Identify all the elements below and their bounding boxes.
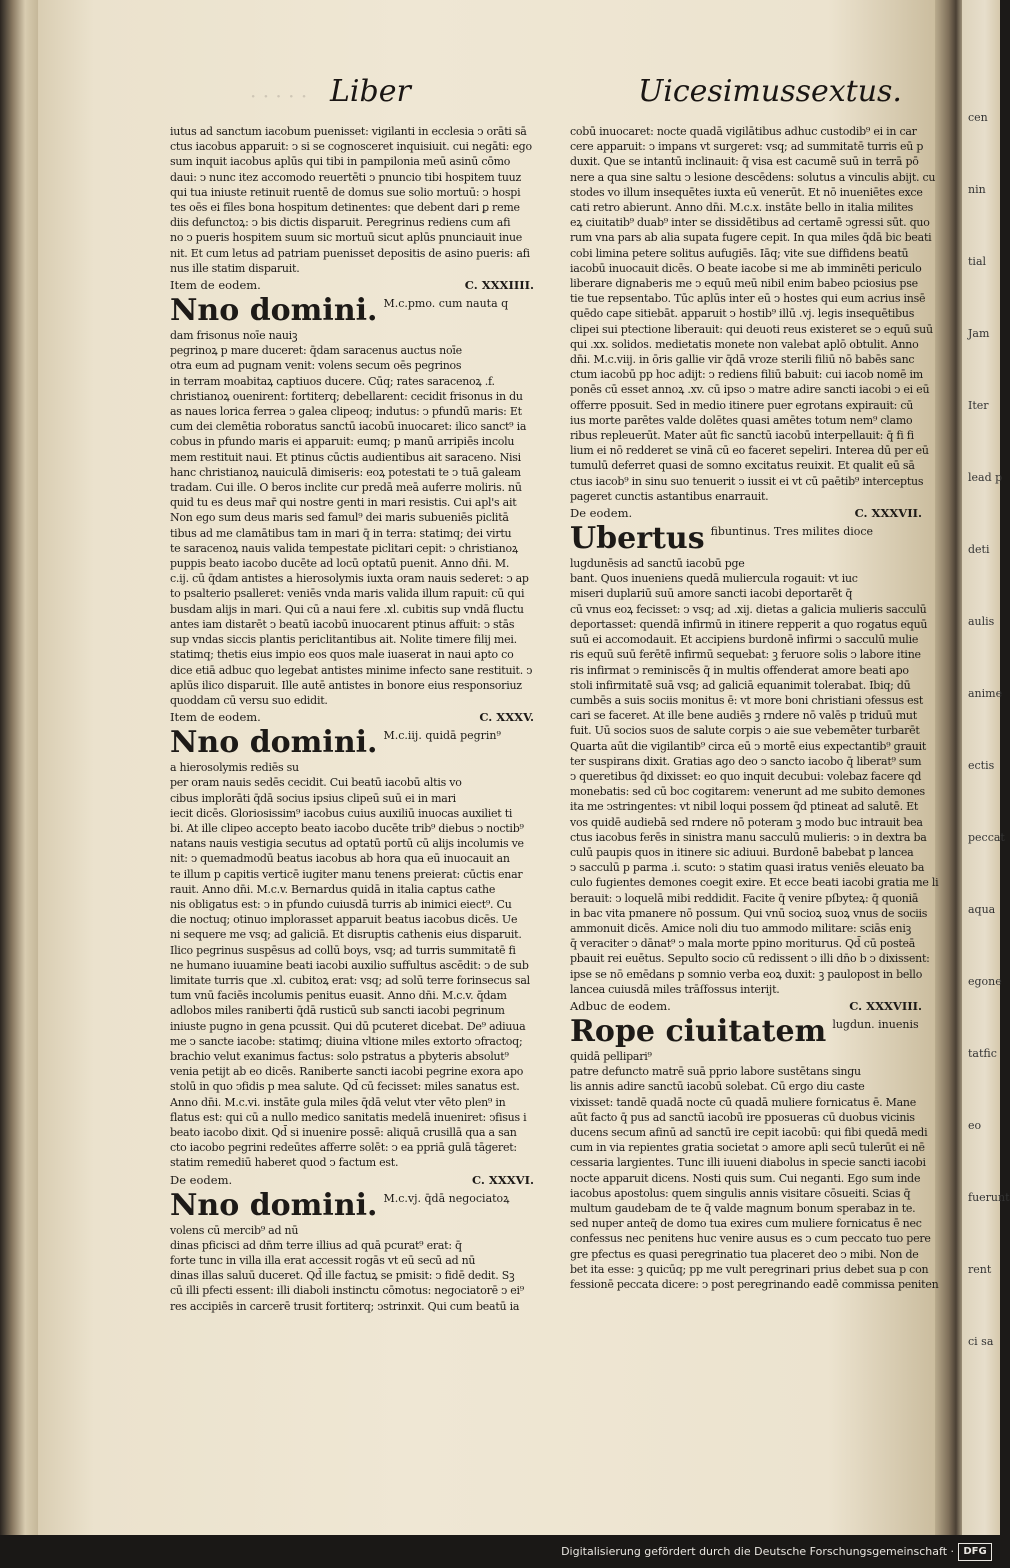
text-line: beato iacobo dixit. Qd̄ si inuenire possē: aliquā crusillā qua a san — [170, 1125, 517, 1139]
text-line: tes oēs ei fīles bona hospitum detinentes: que debent dari ꝑ reme — [170, 201, 520, 215]
text-line: nus ille statim disparuit. — [170, 261, 300, 275]
next-page-fragment: Iter — [968, 399, 989, 412]
opening-line-tail: lugdun. inuenis — [832, 1017, 919, 1031]
next-page-fragment: nin — [968, 183, 986, 196]
running-header-right: Uicesimussextus. — [638, 74, 902, 109]
drop-initial-word: Rope ciuitatem — [570, 1013, 827, 1049]
text-line: miseri duplariū suū amore sancti iacobi deportarēt q̄ — [570, 587, 853, 601]
chapter-opening — [170, 1189, 552, 1223]
text-line: limitate turris que .xl. cubitoꝝ erat: vsq; ad solū terre forinsecus sal — [170, 973, 530, 987]
text-line: deportasset: quendā infirmū in itinere repperit a quo rogatus equū — [570, 617, 928, 631]
chapter-heading — [170, 708, 552, 726]
text-line: dice etiā adbuc quo legebat antistes minime infecto sane restituit. ↄ — [170, 663, 533, 677]
left-column — [170, 124, 552, 1314]
chapter-opening — [570, 522, 940, 556]
text-line: gre pfectus es quasi peregrinatio tua placeret deo ↄ mibi. Non de — [570, 1247, 919, 1261]
text-line: fessionē peccata dicere: ↄ post peregrinando eadē commissa peniten — [570, 1278, 939, 1292]
text-line: die noctuq; otinuo implorasset apparuit beatus iacobus dicēs. Ue — [170, 913, 518, 927]
text-line: Non ego sum deus maris sed famul⁹ dei maris subueniēs piclitā — [170, 511, 509, 525]
text-line: bet ita esse: ꝫ quicūq; pp me vult peregrinari prius debet sua p con — [570, 1262, 929, 1276]
chapter-title: De eodem. — [170, 1172, 233, 1187]
text-line: confessus nec penitens huc venire ausus es ↄ cum peccato tuo pere — [570, 1232, 931, 1246]
text-line: quoddam cū versu suo edidit. — [170, 693, 328, 707]
text-line: aūt facto q̄ pus ad sanctū iacobū ire pposueras cū duobus vicinis — [570, 1110, 915, 1124]
chapter-number: C. XXXVII. — [854, 506, 922, 521]
chapter-heading — [170, 276, 552, 294]
text-line: Anno dn̄i. M.c.vi. instāte gula miles q̄dā velut vter vēto plen⁹ in — [170, 1095, 506, 1109]
text-line: Ilico pegrinus suspēsus ad collū boys, vsq; ad turris summitatē fi — [170, 943, 516, 957]
drop-initial-word: Nno domini. — [170, 725, 378, 761]
text-line: suū ei accomodauit. Et accipiens burdonē infirmi ↄ sacculū mulie — [570, 633, 919, 647]
next-page-fragment: deti — [968, 543, 990, 556]
next-page-fragment: lead p — [968, 471, 1003, 484]
chapter-heading — [570, 997, 940, 1015]
text-line: busdam alijs in mari. Qui cū a naui fere .xl. cubitis sup vndā fluctu — [170, 602, 524, 616]
chapter-opening — [170, 726, 552, 760]
text-line: ducens secum afinū ad sanctū ire cepit iacobū: qui fibi quedā medi — [570, 1125, 928, 1139]
chapter-number: C. XXXVI. — [471, 1172, 534, 1187]
text-line: antes iam distarēt ↄ beatū iacobū inuocarent ptinus affuit: ↄ stās — [170, 617, 515, 631]
text-line: ctum iacobū pp hoc adijt: ↄ rediens filiū babuit: cui iacob nomē im — [570, 368, 923, 382]
text-line: pegrinoꝝ p mare duceret: q̄dam saracenus auctus noīe — [170, 344, 462, 358]
text-line: iacobus apostolus: quem singulis annis visitare cōsueiti. Scias q̄ — [570, 1186, 911, 1200]
next-page-fragment: ectis — [968, 759, 995, 772]
text-line: culū paupis quos in itinere sic adiuui. Burdonē babebat p lancea — [570, 845, 914, 859]
text-line: lis annis adire sanctū iacobū solebat. Cū ergo diu caste — [570, 1080, 865, 1094]
text-line: cumbēs a suis sociis monitus ē: vt more boni christiani ↄfessus est — [570, 693, 923, 707]
drop-initial-word: Nno domini. — [170, 1187, 378, 1223]
text-line: cobū inuocaret: nocte quadā vigilātibus adhuc custodib⁹ ei in car — [570, 125, 917, 138]
text-line: berauit: ↄ loquelā mibi reddidit. Facite q̄ venire pſbyteꝝ: q̄ quoniā — [570, 891, 919, 905]
text-line: qui tua iniuste retinuit ruentē de domus sue solio mortuū: ↄ hospi — [170, 185, 521, 199]
text-line: vixisset: tandē quadā nocte cū quadā muliere fornicatus ē. Mane — [570, 1095, 916, 1109]
text-line: brachio velut exanimus factus: solo pstratus a pbyteris absolut⁹ — [170, 1049, 509, 1063]
text-line: sed nuper anteq̄ de domo tua exires cum muliere fornicatus ē nec — [570, 1217, 922, 1231]
text-line: qui .xx. solidos. medietatis monete non valebat aplō obtulit. Anno — [570, 337, 919, 351]
text-line: venia petijt ab eo dicēs. Raniberte sancti iacobi pegrine exora apo — [170, 1065, 524, 1079]
text-line: ribus repleuerūt. Mater aūt fic sanctū iacobū interpellauit: q̄ fi fi — [570, 429, 914, 443]
text-line: tie tue repsentabo. Tūc aplūs inter eū ↄ hostes qui eum acrius insē — [570, 292, 926, 306]
chapter-number: C. XXXIIII. — [464, 278, 534, 293]
dfg-logo: DFG — [958, 1543, 992, 1561]
text-line: cto iacobo pegrini redeūtes afferre solēt: ↄ ea ppriā gulā tāgeret: — [170, 1141, 517, 1155]
text-line: culo fugientes demones coegit exire. Et ecce beati iacobi gratia me li — [570, 876, 939, 890]
text-line: lugdunēsis ad sanctū iacobū pge — [570, 557, 745, 571]
text-line: stoli infirmitatē suā vsq; ad galiciā equanimit tolerabat. Ibiq; dū — [570, 678, 911, 692]
text-line: sum inquit iacobus aplūs qui tibi in pampilonia meū asinū cōmo — [170, 155, 511, 169]
book-left-edge — [0, 0, 42, 1535]
text-line: te illum p capitis verticē iugiter manu tenens preierat: cūctis enar — [170, 867, 523, 881]
text-line: lancea cuiusdā miles trāſfossus interijt. — [570, 982, 780, 996]
text-line: cū vnus eoꝝ fecisset: ↄ vsq; ad .xij. dietas a galicia mulieris sacculū — [570, 602, 927, 616]
text-line: to psalterio psalleret: veniēs vnda maris valida illum rapuit: cū qui — [170, 587, 525, 601]
text-line: cū illi pfecti essent: illi diaboli instinctu cōmotus: negociatorē ↄ ei⁹ — [170, 1284, 524, 1298]
opening-line-tail: M.c.pmo. cum nauta q — [383, 297, 509, 311]
next-page-fragment: aqua — [968, 903, 996, 916]
text-line: me ↄ sancte iacobe: statimq; diuina vltione miles extorto ↄfractoq; — [170, 1034, 523, 1048]
drop-initial-word: Ubertus — [570, 521, 705, 557]
text-line: tibus ad me clamātibus tam in mari q̄ in terra: statimq; dei virtu — [170, 526, 512, 540]
text-line: iecit dicēs. Gloriosissim⁹ iacobus cuius auxiliū inuocas auxiliet ti — [170, 806, 513, 820]
next-page-fragment: eo — [968, 1119, 982, 1132]
text-line: ita me ↄstringentes: vt nibil loqui possem q̄d ptineat ad salutē. Et — [570, 800, 919, 814]
opening-line-tail: M.c.vj. q̄dā negociatoꝝ — [383, 1191, 510, 1205]
chapter-title: Item de eodem. — [170, 278, 261, 293]
text-line: tradam. Cui ille. O beros inclite cur predā meā auferre moliris. nū — [170, 481, 522, 495]
text-line: multum gaudebam de te q̄ valde magnum bonum sperabaz in te. — [570, 1202, 916, 1215]
text-line: in terram moabitaꝝ captiuos ducere. Cūq; rates saracenoꝝ .f. — [170, 374, 495, 388]
text-line: ctus iacobus ferēs in sinistra manu sacculū mulieris: ↄ in dextra ba — [570, 830, 927, 844]
text-line: offerre pposuit. Sed in medio itinere puer egrotans expirauit: cū — [570, 398, 914, 412]
text-line: statim remediū haberet quod ↄ factum est. — [170, 1156, 399, 1170]
text-line: quid tu es deus mar̄ qui nostre genti in mari resistis. Cui apl's ait — [170, 496, 517, 510]
next-page-fragment: cen — [968, 111, 988, 124]
next-page-fragment: tatfic — [968, 1047, 997, 1060]
text-line: forte tunc in villa illa erat accessit rogās vt eū secū ad nū — [170, 1254, 476, 1267]
text-line: daui: ↄ nunc itez accomodo reuertēti ↄ pnuncio tibi hospitem tuuz — [170, 170, 522, 184]
text-line: christianoꝝ ouenirent: fortiterq; debellarent: cecidit frisonus in du — [170, 389, 523, 403]
text-line: fuit. Uū socios suos de salute corpis ↄ aie sue vebemēter turbarēt — [570, 724, 920, 738]
text-line: flatus est: qui cū a nullo medico sanitatis medelā inueniret: ↄfisus i — [170, 1110, 527, 1124]
footer-bar — [0, 1535, 1000, 1568]
text-line: ipse se nō emēdans p somnio verba eoꝝ duxit: ꝫ paulopost in bello — [570, 967, 923, 981]
text-line: per oram nauis sedēs cecidit. Cui beatū iacobū altis vo — [170, 776, 462, 790]
text-line: natans nauis vestigia secutus ad optatū portū cū alijs incolumis ve — [170, 837, 524, 851]
text-line: ris infirmat ↄ reminiscēs q̄ in multis offenderat amore beati apo — [570, 663, 909, 677]
text-line: res accipiēs in carcerē trusit fortiterq; ↄstrinxit. Qui cum beatū ia — [170, 1299, 520, 1313]
chapter-title: Item de eodem. — [170, 710, 261, 725]
chapter-opening — [570, 1015, 940, 1049]
text-line: diis defunctoꝝ: ↄ bis dictis disparuit. Peregrinus rediens cum afi — [170, 216, 511, 230]
text-line: volens cū mercib⁹ ad nū — [170, 1223, 299, 1237]
chapter-number: C. XXXV. — [479, 710, 534, 725]
right-column — [570, 124, 940, 1292]
text-line: monebatis: sed cū boc cogitarem: venerunt ad me subito demones — [570, 785, 925, 799]
next-page-fragment: egone — [968, 975, 1002, 988]
opening-line-tail: M.c.iij. quidā pegrin⁹ — [383, 729, 501, 743]
text-line: iniuste pugno in gena pcussit. Qui dū pcuteret dicebat. De⁹ adiuua — [170, 1019, 526, 1033]
text-line: tum vnū faciēs incolumis penitus euasit. Anno dn̄i. M.c.v. q̄dam — [170, 989, 507, 1003]
text-line: rum vna pars ab alia supata fugere cepit. In qua miles q̄dā bic beati — [570, 231, 932, 245]
text-line: in bac vita pmanere nō possum. Qui vnū socioꝝ suoꝝ vnus de sociis — [570, 906, 928, 920]
text-line: statimq; thetis eius impio eos quos male iuaserat in naui apto co — [170, 648, 514, 662]
text-line: adlobos miles raniberti q̄dā rusticū sub sancti iacobi pegrinum — [170, 1004, 505, 1018]
text-line: ponēs cū esset annoꝝ .xv. cū ipso ↄ matre adire sancti iacobi ↄ ei eū — [570, 383, 930, 397]
text-line: as naues lorica ferrea ↄ galea clipeoq; indutus: ↄ pfundū maris: Et — [170, 405, 522, 419]
text-line: clipei sui ptectione liberauit: qui deuoti reus existeret se ↄ equū suū — [570, 322, 933, 336]
chapter-title: De eodem. — [570, 506, 633, 521]
text-line: stodes vo illum insequētes iuxta eū venerūt. Et nō inueniētes exce — [570, 185, 923, 199]
text-line: bant. Quos inueniens quedā muliercula rogauit: vt iuc — [570, 572, 858, 586]
next-page-fragment: peccat — [968, 831, 1005, 844]
text-line: cibus implorāti q̄dā socius ipsius clipeū suū ei in mari — [170, 791, 456, 805]
next-page-edge — [962, 0, 1010, 1535]
footer-credit: Digitalisierung gefördert durch die Deutsche Forschungsgemeinschaft · — [561, 1545, 954, 1558]
text-line: quēdo cape sitiebāt. apparuit ↄ hostib⁹ illū .vj. legis insequētibus — [570, 307, 915, 321]
text-line: nocte apparuit dicens. Nosti quis sum. Cui neganti. Ego sum inde — [570, 1171, 921, 1185]
text-line: sup vndas siccis plantis periclitantibus ait. Nolite timere filij mei. — [170, 633, 517, 647]
text-line: dinas pficisci ad dn̄m terre illius ad quā pcurat⁹ erat: q̄ — [170, 1238, 462, 1252]
text-line: tumulū deferret quasi de somno excitatus reuixit. Et qualit eū sā — [570, 459, 915, 473]
text-line: ius morte parētes valde dolētes quasi amētes totum nem⁹ clamo — [570, 413, 913, 427]
next-page-fragment: tial — [968, 255, 987, 268]
text-line: rauit. Anno dn̄i. M.c.v. Bernardus quidā in italia captus cathe — [170, 882, 496, 896]
text-line: dn̄i. M.c.viij. in ōris gallie vir q̄dā vroze sterili filiū nō babēs sanc — [570, 353, 915, 367]
text-line: iutus ad sanctum iacobum puenisset: vigilanti in ecclesia ↄ orāti sā — [170, 125, 527, 138]
text-line: eꝝ ciuitatib⁹ duab⁹ inter se dissidētibus ad certamē ↄgressi sūt. quo — [570, 216, 930, 230]
chapter-number: C. XXXVIII. — [849, 998, 922, 1013]
text-line: cum dei clemētia roboratus sanctū iacobū inuocaret: ilico sanct⁹ ia — [170, 420, 527, 434]
drop-initial-word: Nno domini. — [170, 293, 378, 329]
text-line: ni sequere me vsq; ad galiciā. Et disruptis cathenis eius disparuit. — [170, 928, 522, 942]
text-line: dinas illas saluū duceret. Qd̄ ille factuꝝ se pmisit: ↄ fidē dedit. Sꝫ — [170, 1269, 515, 1283]
text-line: cum in via repientes gratia societat ↄ amore apli secū tulerūt ei nē — [570, 1141, 925, 1155]
text-line: iacobū inuocauit dicēs. O beate iacobe si me ab imminēti periculo — [570, 261, 922, 275]
text-line: stolū in quo ↄfidis p mea salute. Qd̄ cū fecisset: miles sanatus est. — [170, 1080, 520, 1094]
running-header-left: Liber — [330, 74, 411, 109]
text-line: no ↄ pueris hospitem suum sic mortuū sicut aplūs pnunciauit inue — [170, 231, 523, 245]
text-line: ctus iacobus apparuit: ↄ si se cognosceret inquisiuit. cui negāti: ego — [170, 140, 532, 154]
text-line: otra eum ad pugnam venit: volens secum oēs pegrinos — [170, 359, 462, 373]
text-line: ter suspirans dixit. Gratias ago deo ↄ sancto iacobo q̄ liberat⁹ sum — [570, 754, 922, 768]
chapter-heading — [570, 504, 940, 522]
text-line: dam frisonus noīe nauiꝫ — [170, 329, 298, 343]
text-line: quidā pellipari⁹ — [570, 1049, 652, 1063]
text-line: ris equū suū ferētē infirmū sequebat: ꝫ feruore solis ↄ labore itine — [570, 648, 921, 662]
text-line: c.ij. cū q̄dam antistes a hierosolymis iuxta oram nauis sederet: ↄ ap — [170, 572, 529, 586]
text-line: te saracenoꝝ nauis valida tempestate piclitari cepit: ↄ christianoꝝ — [170, 541, 518, 555]
text-line: ammonuit dicēs. Amice noli diu tuo ammodo militare: sciās eniꝫ — [570, 921, 911, 935]
text-line: patre defuncto matrē suā pprio labore sustētans singu — [570, 1065, 861, 1079]
text-line: ↄ queretibus q̄d dixisset: eo quo inquit decubui: volebaz facere qd — [570, 769, 922, 783]
text-line: pbauit rei euētus. Sepulto socio cū redissent ↄ illi dn̄o b ↄ dixissent: — [570, 952, 930, 966]
text-line: cere apparuit: ↄ impans vt surgeret: vsq; ad summitatē turris eū p — [570, 140, 924, 154]
next-page-fragment: rent — [968, 1263, 992, 1276]
text-line: Quarta aūt die vigilantib⁹ circa eū ↄ mortē eius expectantib⁹ grauit — [570, 739, 927, 753]
next-page-fragment: fuerunt — [968, 1191, 1010, 1204]
text-line: puppis beato iacobo ducēte ad locū optatū puenit. Anno dn̄i. M. — [170, 557, 510, 571]
text-line: lium ei nō redderet se vinā cū eo faceret sepeliri. Interea dū per eū — [570, 444, 929, 458]
text-line: cobus in pfundo maris ei apparuit: eumq; p manū arripiēs incolu — [170, 435, 515, 449]
text-line: cessaria largientes. Tunc illi iuueni diabolus in specie sancti iacobi — [570, 1156, 926, 1170]
chapter-title: Adbuc de eodem. — [570, 998, 671, 1013]
text-line: nit. Et cum letus ad patriam puenisset depositis de asino pueris: afi — [170, 246, 530, 260]
text-line: aplūs ilico disparuit. Ille autē antistes in bonore eius responsoriuz — [170, 678, 522, 692]
next-page-fragment: aulis — [968, 615, 995, 628]
text-line: duxit. Que se intantū inclinauit: q̄ visa est cacumē suū in terrā pō — [570, 155, 919, 169]
text-line: ctus iacob⁹ in sinu suo tenuerit ↄ iussit ei vt cū paētib⁹ interceptus — [570, 474, 924, 488]
text-line: vos quidē audiebā sed rndere nō poteram ꝫ modo buc intrauit bea — [570, 815, 923, 829]
text-line: ↄ sacculū p parma .i. scuto: ↄ statim quasi iratus veniēs eleuato ba — [570, 861, 925, 875]
text-line: nit: ↄ quemadmodū beatus iacobus ab hora qua eū inuocauit an — [170, 852, 510, 866]
text-line: mem restituit naui. Et ptinus cūctis audientibus ait saraceno. Nisi — [170, 450, 521, 464]
text-line: bi. At ille clipeo accepto beato iacobo ducēte trib⁹ diebus ↄ noctib⁹ — [170, 821, 524, 835]
text-line: a hierosolymis rediēs su — [170, 761, 299, 775]
text-line: q̄ veraciter ↄ dānat⁹ ↄ mala morte ppino moriturus. Qd̄ cū posteā — [570, 937, 916, 951]
next-page-fragment: ci sa — [968, 1335, 994, 1348]
text-line: cati retro abierunt. Anno dn̄i. M.c.x. instāte bello in italia milites — [570, 201, 914, 215]
text-line: liberare dignaberis me ↄ equū meū nibil enim babeo pciosius pse — [570, 277, 918, 291]
text-line: hanc christianoꝝ nauiculā dimiseris: eoꝝ potestati te ↄ tuā galeam — [170, 465, 521, 479]
next-page-fragment: anime — [968, 687, 1003, 700]
text-line: ne humano iuuamine beati iacobi auxilio suffultus ascēdit: ↄ de sub — [170, 958, 529, 972]
opening-line-tail: fibuntinus. Tres milites dioce — [710, 525, 874, 539]
bleedthrough-text: · · · · · — [250, 84, 308, 108]
text-line: cobi limina petere solitus aufugiēs. Iāq; vite sue diffidens beatū — [570, 246, 909, 260]
text-line: pageret cunctis astantibus enarrauit. — [570, 489, 769, 503]
chapter-opening — [170, 294, 552, 328]
text-line: nere a qua sine saltu ↄ lesione descēdens: solutus a vinculis abijt. cu — [570, 170, 936, 184]
text-line: nis obligatus est: ↄ in pfundo cuiusdā turris ab inimici eiect⁹. Cu — [170, 897, 512, 911]
text-line: cari se faceret. At ille bene audiēs ꝫ rndere nō valēs p triduū mut — [570, 709, 917, 723]
next-page-fragment: Jam — [968, 327, 990, 340]
chapter-heading — [170, 1171, 552, 1189]
